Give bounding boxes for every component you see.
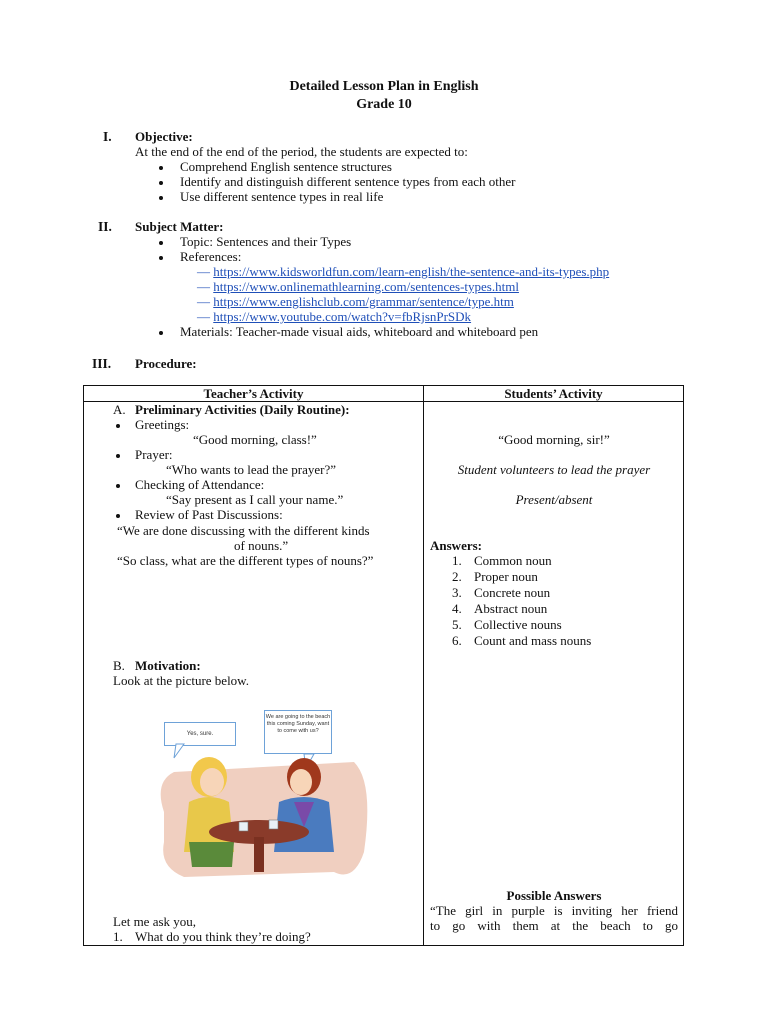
cup-icon <box>269 820 278 829</box>
dash: — <box>197 294 210 309</box>
subject-heading: Subject Matter: <box>135 219 224 234</box>
objective-intro: At the end of the end of the period, the students are expected to: <box>135 144 468 159</box>
table-leg-icon <box>254 837 264 872</box>
ask-text: Let me ask you, <box>113 914 197 929</box>
bullet <box>159 181 163 185</box>
bullet <box>116 514 120 518</box>
prayer-reply: Student volunteers to lead the prayer <box>457 462 651 477</box>
answer-text: Concrete noun <box>474 585 551 600</box>
objective-item: Identify and distinguish different sentence types from each other <box>180 174 516 189</box>
review-quote: of nouns.” <box>234 538 289 553</box>
review-quote: “We are done discussing with the different kinds <box>117 523 370 538</box>
attendance-label: Checking of Attendance: <box>135 477 265 492</box>
answer-text: Count and mass nouns <box>474 633 592 648</box>
subject-materials: Materials: Teacher-made visual aids, whiteboard and whiteboard pen <box>180 324 539 339</box>
answer-number: 5. <box>452 617 462 632</box>
answers-label: Answers: <box>430 538 482 553</box>
objective-item: Comprehend English sentence structures <box>180 159 392 174</box>
greetings-label: Greetings: <box>135 417 190 432</box>
teacher-activity-cell <box>84 402 424 946</box>
references-label: References: <box>180 249 242 264</box>
reference-item <box>197 279 519 295</box>
reference-item <box>197 309 471 325</box>
students-activity-cell <box>424 402 684 946</box>
bullet <box>116 484 120 488</box>
bubble-tail <box>174 744 184 758</box>
answer-text: Abstract noun <box>474 601 548 616</box>
bullet <box>116 424 120 428</box>
cup-icon <box>239 822 248 831</box>
dash: — <box>197 264 210 279</box>
dash: — <box>197 279 210 294</box>
procedure-heading: Procedure: <box>135 356 197 371</box>
question-number: 1. <box>113 929 123 944</box>
bullet <box>159 241 163 245</box>
document-subtitle: Grade 10 <box>356 97 412 112</box>
subject-topic: Topic: Sentences and their Types <box>180 234 352 249</box>
section-b-letter: B. <box>113 658 125 673</box>
answer-text: Collective nouns <box>474 617 562 632</box>
attendance-reply: Present/absent <box>515 492 593 507</box>
two-girls-illustration <box>154 702 374 892</box>
possible-answer-line: to go with them at the beach to go <box>430 918 678 933</box>
motivation-text: Look at the picture below. <box>113 673 249 688</box>
greetings-quote: “Good morning, class!” <box>193 432 317 447</box>
procedure-numeral: III. <box>92 356 112 371</box>
reference-link[interactable]: https://www.youtube.com/watch?v=fbRjsnPrSDk <box>213 309 472 324</box>
answer-number: 6. <box>452 633 462 648</box>
section-b-title: Motivation: <box>135 658 201 673</box>
bullet <box>116 454 120 458</box>
reference-link[interactable]: https://www.onlinemathlearning.com/sentences-types.html <box>213 279 519 294</box>
bullet <box>159 196 163 200</box>
section-a-letter: A. <box>113 402 126 417</box>
students-activity-header: Students’ Activity <box>424 386 684 402</box>
answer-text: Common noun <box>474 553 552 568</box>
objective-item: Use different sentence types in real life <box>180 189 384 204</box>
prayer-quote: “Who wants to lead the prayer?” <box>166 462 337 477</box>
objective-numeral: I. <box>103 129 112 144</box>
reference-link[interactable]: https://www.englishclub.com/grammar/sentence/type.htm <box>213 294 514 309</box>
face-icon <box>200 768 224 796</box>
attendance-quote: “Say present as I call your name.” <box>166 492 344 507</box>
face-icon <box>290 769 312 795</box>
subject-numeral: II. <box>98 219 112 234</box>
teacher-activity-header: Teacher’s Activity <box>84 386 424 402</box>
green-skirt-icon <box>189 842 234 867</box>
section-a-title: Preliminary Activities (Daily Routine): <box>135 402 350 417</box>
speech-bubble-left: Yes, sure. <box>164 722 236 746</box>
speech-bubble-right: We are going to the beach this coming Sunday, want to come with us? <box>264 710 332 754</box>
answer-number: 3. <box>452 585 462 600</box>
possible-answer-line: “The girl in purple is inviting her friend <box>430 903 678 918</box>
question-text: What do you think they’re doing? <box>135 929 311 944</box>
bullet <box>159 166 163 170</box>
reference-item <box>197 294 514 310</box>
bullet <box>159 331 163 335</box>
answer-number: 2. <box>452 569 462 584</box>
greeting-reply: “Good morning, sir!” <box>498 432 610 447</box>
answer-number: 4. <box>452 601 462 616</box>
procedure-table <box>83 385 684 946</box>
document-title: Detailed Lesson Plan in English <box>289 79 479 94</box>
possible-answers-label: Possible Answers <box>506 888 602 903</box>
bullet <box>159 256 163 260</box>
review-label: Review of Past Discussions: <box>135 507 283 522</box>
prayer-label: Prayer: <box>135 447 173 462</box>
objective-heading: Objective: <box>135 129 193 144</box>
review-question: “So class, what are the different types of nouns?” <box>117 553 374 568</box>
reference-item <box>197 264 609 280</box>
answer-number: 1. <box>452 553 462 568</box>
reference-link[interactable]: https://www.kidsworldfun.com/learn-english/the-sentence-and-its-types.php <box>213 264 610 279</box>
answer-text: Proper noun <box>474 569 538 584</box>
dash: — <box>197 309 210 324</box>
